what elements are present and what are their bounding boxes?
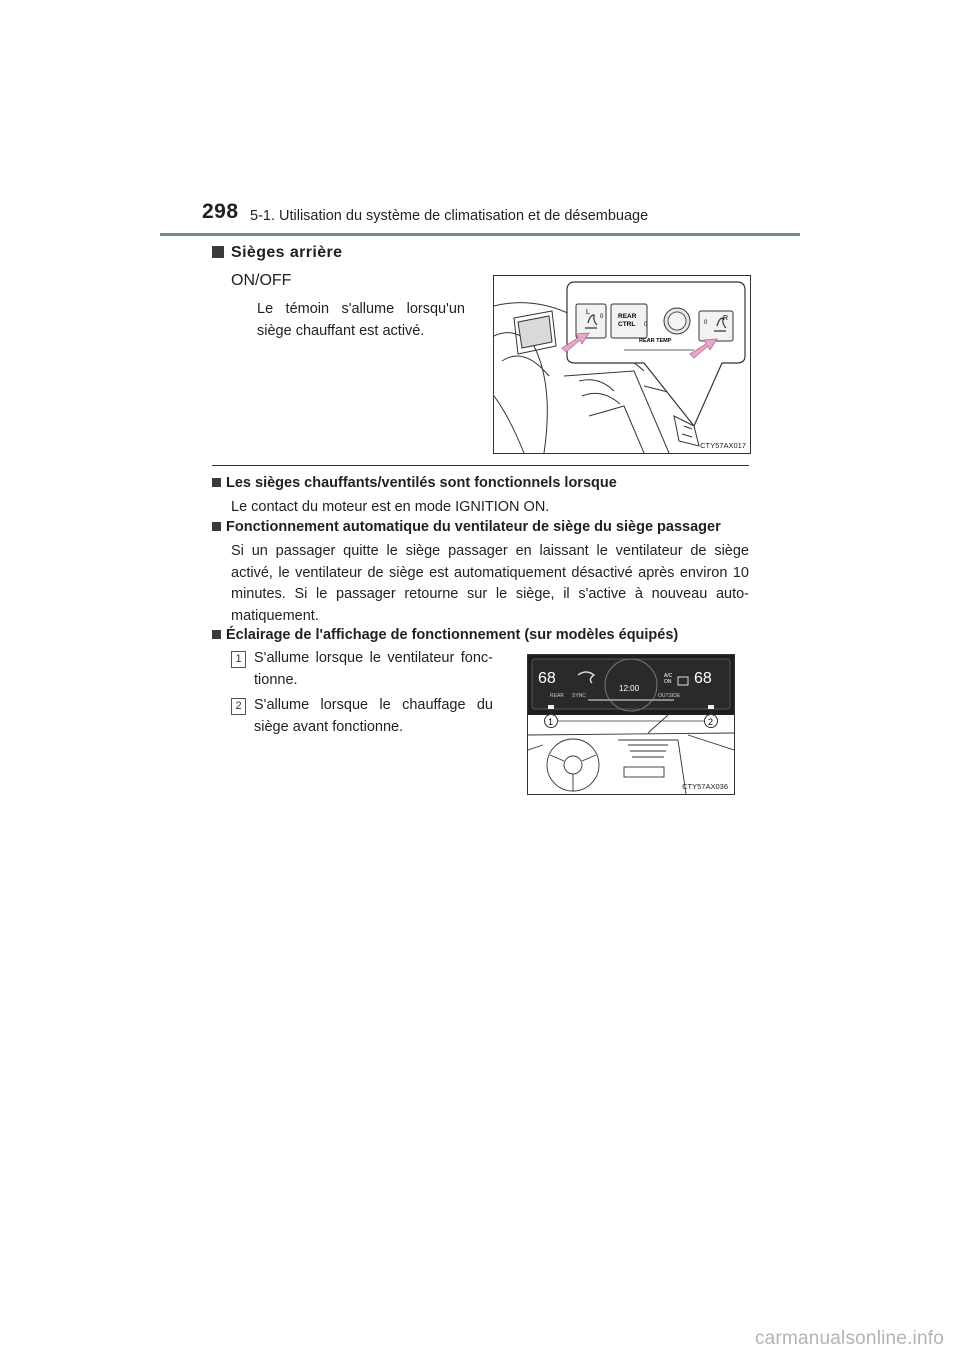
climate-display-illustration	[528, 655, 734, 794]
rear-temp-label: REAR TEMP	[639, 338, 672, 344]
callout-2: 2	[708, 717, 714, 727]
square-bullet-icon	[212, 478, 221, 487]
callout-1: 1	[548, 717, 554, 727]
item-text: S'allume lorsque le chauffage du siège avant fonctionne.	[254, 697, 493, 735]
clock: 12:00	[619, 684, 640, 693]
note-heading	[212, 627, 678, 643]
ac-label-2: ON	[664, 679, 672, 685]
sync-label: SYNC	[572, 693, 586, 699]
list-item	[231, 695, 493, 738]
rear-ctrl-label-2: CTRL	[618, 321, 636, 328]
ac-label-1: A/C	[664, 673, 673, 679]
note-heading	[212, 519, 721, 535]
square-bullet-icon	[212, 630, 221, 639]
item-number-badge: 1	[231, 651, 246, 668]
item-text: S'allume lorsque le ventilateur fonc-tionne.	[254, 650, 493, 688]
square-bullet-icon	[212, 246, 224, 258]
note-text: Le contact du moteur est en mode IGNITION ON.	[231, 499, 550, 515]
header-rule	[160, 233, 800, 236]
chapter-title: 5-1. Utilisation du système de climatisation et de désembuage	[250, 208, 649, 224]
note-heading-text: Fonctionnement automatique du ventilateur de siège du siège passager	[226, 519, 721, 535]
climate-display-figure	[527, 654, 735, 795]
left-indicator: 0	[600, 314, 604, 320]
note-heading-text: Éclairage de l'affichage de fonctionnement (sur modèles équipés)	[226, 627, 679, 643]
rear-label: REAR	[550, 693, 564, 699]
right-indicator: 0	[704, 320, 708, 326]
rear-seat-heater-figure	[493, 275, 751, 454]
onoff-description: Le témoin s'allume lorsqu'un siège chauffant est activé.	[257, 301, 465, 339]
temp-right: 68	[694, 670, 712, 687]
item-number-badge: 2	[231, 698, 246, 715]
note-heading	[212, 475, 617, 491]
temp-left: 68	[538, 670, 556, 687]
figure-code: CTY57AX017	[700, 441, 746, 450]
right-seat-label: R	[723, 315, 729, 322]
notes-rule	[212, 465, 749, 466]
watermark: carmanualsonline.info	[754, 1328, 944, 1349]
section-heading	[212, 244, 342, 262]
note-heading-text: Les sièges chauffants/ventilés sont fonctionnels lorsque	[226, 475, 617, 491]
outside-label: OUTSIDE	[658, 693, 681, 699]
figure-code: CTY57AX036	[682, 782, 728, 791]
rear-console-illustration	[494, 276, 750, 453]
list-item	[231, 648, 493, 691]
center-indicator: 0	[644, 322, 648, 328]
left-seat-label: L	[586, 309, 590, 316]
rear-ctrl-label-1: REAR	[618, 313, 637, 320]
square-bullet-icon	[212, 522, 221, 531]
page-number: 298	[202, 200, 239, 223]
section-heading-text: Sièges arrière	[231, 244, 343, 261]
note-text: Si un passager quitte le siège passager en laissant le ventilateur de siège activé, le ventilateur de siège est automatiquement désactivé après environ 10 minutes. Si le passager retourne sur le siège, il s'active à nouveau auto-matiquement.	[231, 543, 749, 624]
onoff-label: ON/OFF	[231, 272, 292, 289]
